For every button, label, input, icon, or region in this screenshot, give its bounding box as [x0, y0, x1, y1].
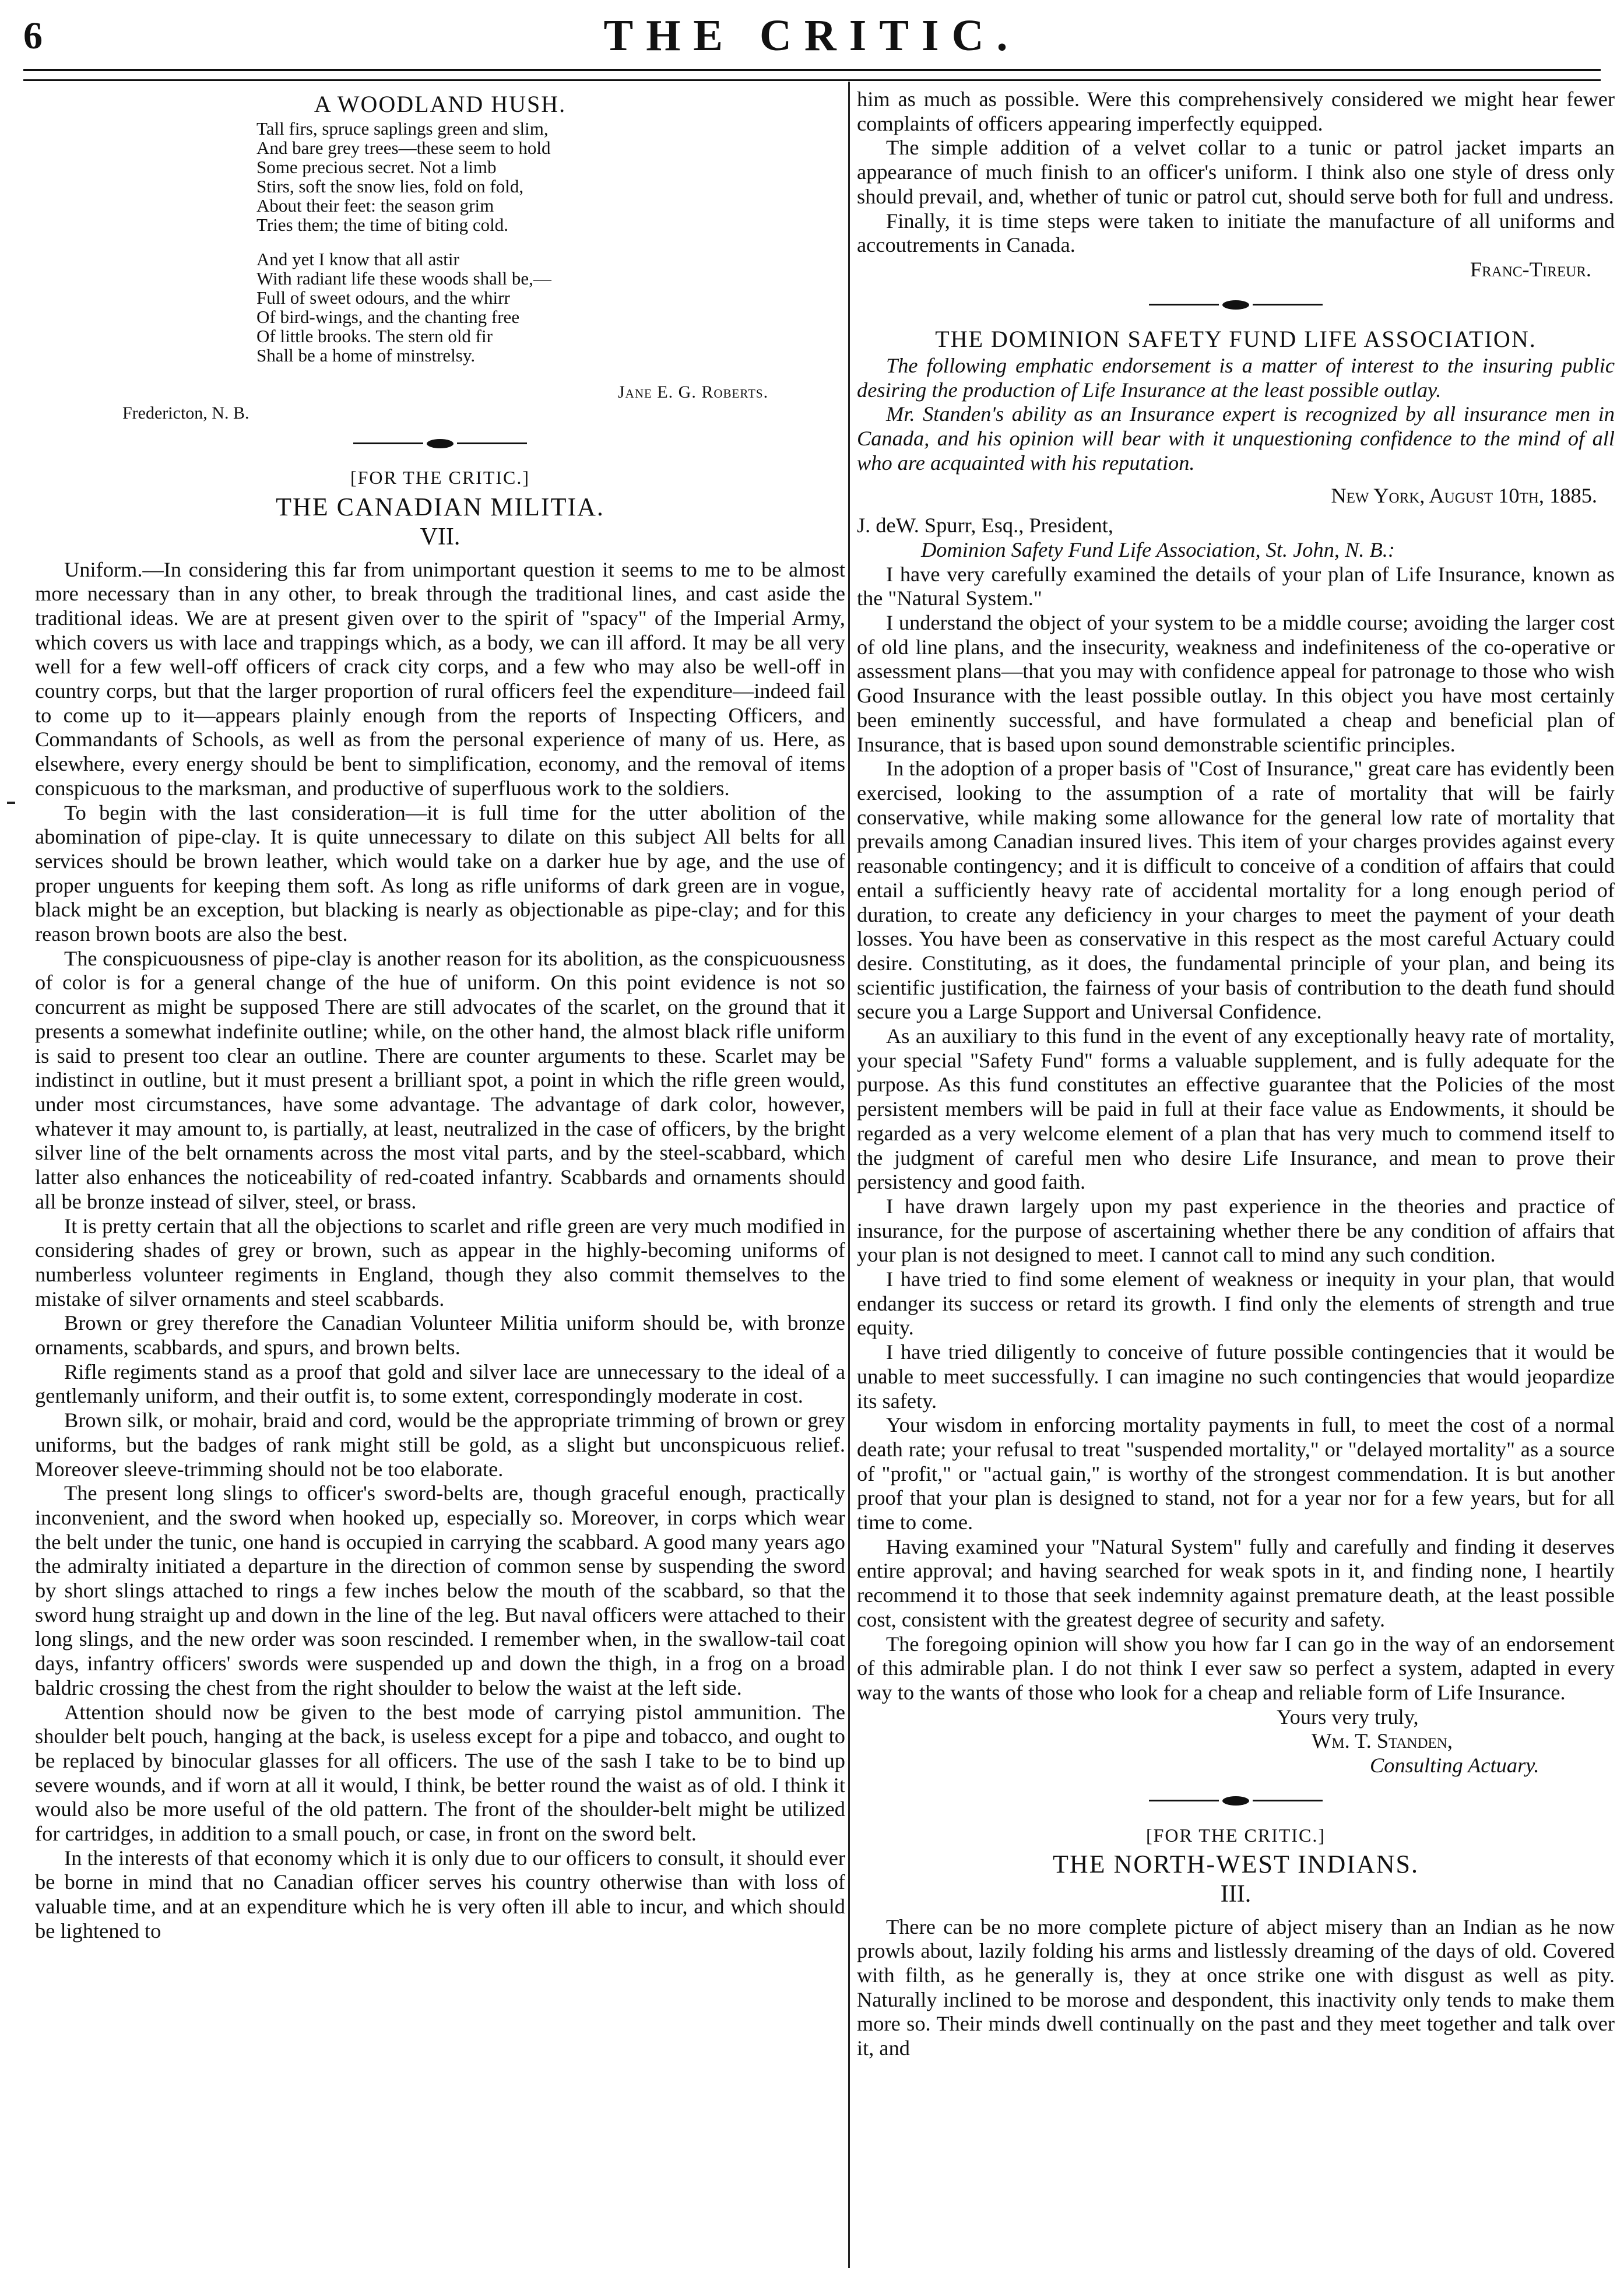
dominion-title: THE DOMINION SAFETY FUND LIFE ASSOCIATION.	[935, 326, 1537, 353]
letter-closing: Yours very truly,	[1277, 1705, 1419, 1729]
poem-stanza-1	[256, 119, 845, 234]
left-column	[35, 87, 845, 2262]
masthead	[23, 8, 1601, 66]
paragraph: In the adoption of a proper basis of "Cost of Insurance," great care has evidently been exercised, looking to the assumption of a rate of mortality that will be fairly conservative, while making some allowance for the general low rate of mortality that prevails among Canadian insured lives. This item of your charges provides against every reasonable contingency; and it is difficult to conceive of a condition of affairs that could entail a sufficiently heavy rate of accidental mortality for a long enough period of duration, to create any deficiency in your charges to meet the payment of your death losses. You have been as conservative in this respect as the most careful Actuary could desire. Constituting, as it does, the fundamental principle of your plan, and being its scientific justification, the fairness of your basis of contribution to the death fund should secure you a Large Support and Universal Confidence.	[857, 757, 1615, 1024]
dateline: New York, August 10th, 1885.	[1331, 483, 1597, 507]
paragraph: I have tried to find some element of weakness or inequity in your plan, that would endanger its success or retard its growth. I find only the elements of strength and true equity.	[857, 1267, 1615, 1340]
column-divider	[848, 82, 850, 2268]
paragraph: Uniform.—In considering this far from unimportant question it seems to me to be almost more necessary than in any other, to break through the traditional lines, and cast aside the traditional ideas. We are at present given over to the spirit of "spacy" of the Imperial Army, which covers us with lace and trappings which, as a body, we can ill afford. It may be all very well for a few well-off officers of crack city corps, and a few who may also be well-off in country corps, but that the larger proportion of rural officers feel the expenditure—indeed fail to come up to it—appears plainly enough from the reports of Inspecting Officers, and Commandants of Schools, as well as from the personal experience of many of us. Here, as elsewhere, every energy should be bent to simplification, economy, and the removal of items conspicuous to the marksman, and productive of superfluous work to the soldiers.	[35, 557, 845, 800]
poem-line: Shall be a home of minstrelsy.	[256, 345, 476, 366]
paragraph: I have drawn largely upon my past experience in the theories and practice of insurance, for the purpose of ascertaining whether there be any condition of affairs that your plan is not designed to meet. I cannot call to mind any such condition.	[857, 1194, 1615, 1267]
paragraph: There can be no more complete picture of abject misery than an Indian as he now prowls about, lazily folding his arms and listlessly dreaming of the days of old. Covered with filth, as he generally is, they at once strike one with disgust as well as pity. Naturally inclined to be morose and despondent, this inactivity only tends to make them more so. Their minds dwell continually on the past and they meet together and talk over it, and	[857, 1915, 1615, 2060]
militia-numeral: VII.	[420, 523, 461, 550]
militia-title: THE CANADIAN MILITIA.	[276, 493, 604, 522]
poem-title: A WOODLAND HUSH.	[314, 91, 567, 117]
poem-line: And bare grey trees—these seem to hold	[256, 137, 551, 158]
margin-mark	[7, 802, 15, 804]
paragraph: Brown silk, or mohair, braid and cord, would be the appropriate trimming of brown or grey uniforms, but the badges of rank might still be gold, as a slight but unconspicuous relief. Moreover sleeve-trimming should not be too elaborate.	[35, 1409, 845, 1481]
paragraph: I understand the object of your system to be a middle course; avoiding the larger cost of old line plans, and the insecurity, weakness and indefiniteness of the co-operative or assessment plans—that you may with confidence appeal for patronage to those who wish Good Insurance with the least possible outlay. In this object you have most certainly been eminently successful, and have formulated a cheap and beneficial plan of Insurance, that is based upon sound demonstrable scientific principles.	[857, 611, 1615, 756]
poem-line: Some precious secret. Not a limb	[256, 156, 497, 177]
indians-title: THE NORTH-WEST INDIANS.	[1053, 1850, 1419, 1879]
section-ornament	[857, 291, 1615, 316]
poem-line: About their feet: the season grim	[256, 195, 494, 216]
paragraph: The present long slings to officer's sword-belts are, though graceful enough, practically inconvenient, and the sword when hooked up, especially so. Moreover, in corps which wear the belt under the tunic, one hand is occupied in carrying the scabbard. A good many years ago the admiralty initiated a departure in the direction of common sense by suspending the sword by short slings attached to rings a few inches below the mouth of the scabbard, so that the sword hung straight up and down in the line of the leg. But naval officers were attached to their long slings, and the new order was soon rescinded. I remember when, in the swallow-tail coat days, infantry officers' swords were suspended up and down the thigh, in a frog on a broad baldric crossing the chest from the right shoulder to below the waist at the left side.	[35, 1481, 845, 1699]
right-column	[857, 87, 1615, 2262]
militia-signature: Franc-Tireur.	[1470, 257, 1591, 281]
paragraph: Your wisdom in enforcing mortality payments in full, to meet the cost of a normal death rate; your refusal to treat "suspended mortality," or "delayed mortality" as a source of "profit," or "actual gain," is worthy of the strongest commendation. It is but another proof that your plan is designed to stand, not for a year nor for a few years, but for all time to come.	[857, 1413, 1615, 1534]
for-critic-label: [FOR THE CRITIC.]	[350, 467, 530, 489]
paragraph: Having examined your "Natural System" fully and carefully and finding it deserves entire approval; and having searched for weak spots in it, and finding none, I heartily recommend it to those that seek indemnity against premature death, at the least possible cost, consistent with the greatest degree of security and safety.	[857, 1534, 1615, 1631]
section-ornament	[35, 430, 845, 455]
newspaper-title: THE CRITIC.	[603, 11, 1021, 60]
poem-stanza-2	[256, 250, 845, 365]
paragraph: Brown or grey therefore the Canadian Volunteer Militia uniform should be, with bronze ornaments, scabbards, and spurs, and brown belts.	[35, 1311, 845, 1360]
paragraph: The conspicuousness of pipe-clay is another reason for its abolition, as the conspicuousness of color is for a general change of the hue of uniform. On this point evidence is not so concurrent as might be supposed There are still advocates of the scarlet, on the ground that it presents a somewhat indefinite outline; while, on the other hand, the almost black rifle uniform is said to present too clear an outline. There are counter arguments to these. Scarlet may be indistinct in outline, but it must present a brilliant spot, a point in which the rifle green would, under most circumstances, have some advantage. The advantage of dark color, however, whatever it may amount to, is partially, at least, neutralized in the case of officers, by the bright silver line of the belt ornaments across the most vital parts, and by the steel-scabbard, which latter also enhances the noticeability of red-coated infantry. Scabbards and ornaments should all be bronze instead of silver, steel, or brass.	[35, 946, 845, 1213]
paragraph: To begin with the last consideration—it is full time for the utter abolition of the abomination of pipe-clay. It is quite unnecessary to dilate on this subject All belts for all services should be brown leather, which would take on a darker hue by age, and the use of proper unguents for keeping them soft. As long as rifle uniforms of dark green are in vogue, black might be an exception, but blacking is nearly as objectionable as pipe-clay; and for this reason brown boots are also the best.	[35, 800, 845, 946]
poem-line: Of little brooks. The stern old fir	[256, 325, 493, 346]
letter-signer: Wm. T. Standen,	[1312, 1729, 1453, 1753]
paragraph: Attention should now be given to the best mode of carrying pistol ammunition. The shoulder belt pouch, hanging at the back, is useless except for a pipe and tobacco, and ought to be replaced by binocular glasses for all officers. The use of the sash I take to be to bind up severe wounds, and if worn at all it would, I think, be better round the waist as of old. I think it would also be more useful of the old pattern. The front of the shoulder-belt might be utilized for cartridges, in addition to a small pouch, or case, in front on the sword belt.	[35, 1700, 845, 1846]
paragraph: Rifle regiments stand as a proof that gold and silver lace are unnecessary to the ideal of a gentlemanly uniform, and their outfit is, to some extent, correspondingly moderate in cost.	[35, 1360, 845, 1408]
poem-line: Tries them; the time of biting cold.	[256, 214, 508, 235]
poem-line: With radiant life these woods shall be,—	[256, 268, 551, 289]
address-line: J. deW. Spurr, Esq., President,	[857, 514, 1113, 538]
poem-line: Full of sweet odours, and the whirr	[256, 287, 510, 308]
paragraph: In the interests of that economy which it is only due to our officers to consult, it should ever be borne in mind that no Canadian officer serves his country otherwise than with loss of valuable time, and at an expenditure which he is very often ill able to incur, and which should be lightened to	[35, 1846, 845, 1943]
poem-line: Of bird-wings, and the chanting free	[256, 306, 520, 327]
poem-footer	[35, 380, 845, 421]
dominion-intro: Mr. Standen's ability as an Insurance expert is recognized by all insurance men in Canada, and his opinion will bear with it unquestioning confidence to the mind of all who are acquainted with his reputation.	[857, 402, 1615, 475]
dominion-intro: The following emphatic endorsement is a matter of interest to the insuring public desiring the production of Life Insurance at the least possible outlay.	[857, 354, 1615, 402]
paragraph: The foregoing opinion will show you how far I can go in the way of an endorsement of this admirable plan. I do not think I ever saw so perfect a system, adapted in every way to the wants of those who look for a cheap and reliable form of Life Insurance.	[857, 1632, 1615, 1704]
page-number: 6	[23, 15, 43, 57]
poem-place: Fredericton, N. B.	[122, 403, 249, 423]
paragraph: I have very carefully examined the details of your plan of Life Insurance, known as the "Natural System."	[857, 562, 1615, 610]
poem-line: And yet I know that all astir	[256, 248, 459, 269]
paragraph: him as much as possible. Were this comprehensively considered we might hear fewer complaints of officers appearing imperfectly equipped.	[857, 87, 1615, 135]
indians-numeral: III.	[1220, 1880, 1252, 1908]
for-critic-label: [FOR THE CRITIC.]	[1145, 1824, 1326, 1846]
poem-line: Tall firs, spruce saplings green and slim,	[256, 118, 549, 139]
poem-body	[256, 119, 845, 365]
paragraph: It is pretty certain that all the objections to scarlet and rifle green are very much modified in considering shades of grey or brown, such as appear in the highly-becoming uniforms of numberless volunteer regiments in England, though they also commit themselves to the mistake of silver ornaments and steel scabbards.	[35, 1214, 845, 1311]
address-line: Dominion Safety Fund Life Association, St. John, N. B.:	[921, 538, 1395, 561]
paragraph: As an auxiliary to this fund in the event of any exceptionally heavy rate of mortality, your special "Safety Fund" forms a valuable supplement, and is fully adequate for the purpose. As this fund constitutes an effective guarantee that the Policies of the most persistent members will be paid in full at their face value as Endowments, it should be regarded as a very welcome element of a plan that has very much to commend itself to the judgment of careful men who desire Life Insurance, and mean to prove their persistency and good faith.	[857, 1024, 1615, 1194]
poem-line: Stirs, soft the snow lies, fold on fold,	[256, 175, 524, 196]
paragraph: The simple addition of a velvet collar to a tunic or patrol jacket imparts an appearance of much finish to an officer's uniform. I think also one style of dress only should prevail, and, whether of tunic or patrol cut, should serve both for full and undress.	[857, 136, 1615, 208]
masthead-rule	[23, 69, 1601, 81]
paragraph: I have tried diligently to conceive of future possible contingencies that it would be unable to meet successfully. I can imagine no such contingencies that would jeopardize its safety.	[857, 1340, 1615, 1413]
letter-signer-title: Consulting Actuary.	[1370, 1754, 1539, 1778]
poem-author: Jane E. G. Roberts.	[618, 382, 769, 402]
paragraph: Finally, it is time steps were taken to initiate the manufacture of all uniforms and accoutrements in Canada.	[857, 209, 1615, 257]
section-ornament	[857, 1787, 1615, 1812]
